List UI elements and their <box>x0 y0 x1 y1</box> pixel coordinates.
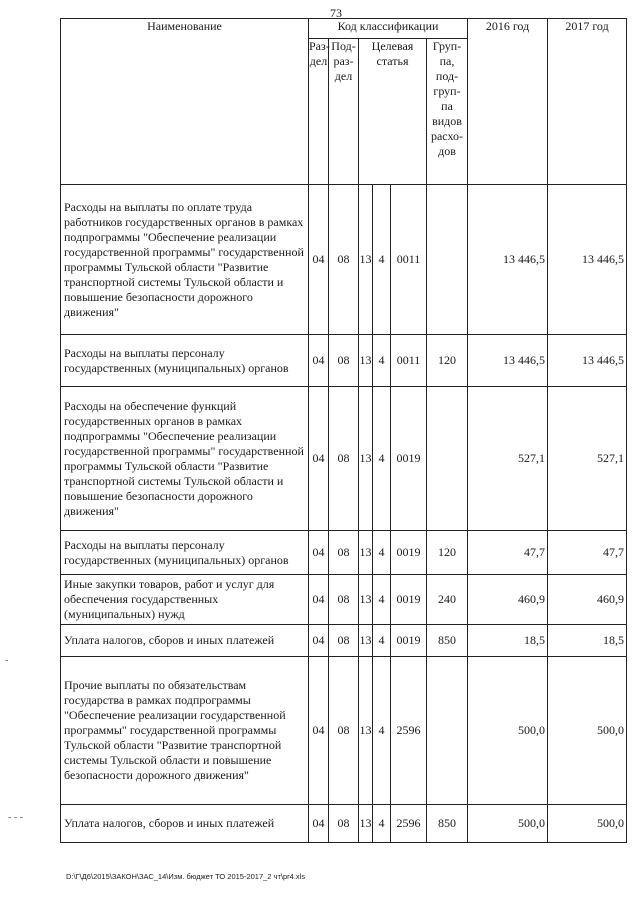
row-target-program: 13 <box>359 387 373 531</box>
row-amount-2016: 18,5 <box>468 625 548 657</box>
row-razdel: 04 <box>309 531 329 575</box>
row-target-program: 13 <box>359 335 373 387</box>
row-group: 240 <box>427 575 468 625</box>
row-target-subprogram: 4 <box>373 625 391 657</box>
header-year-2017: 2017 год <box>548 19 627 185</box>
header-razdel: Раз- дел <box>309 39 329 185</box>
row-target-subprogram: 4 <box>373 531 391 575</box>
row-name: Уплата налогов, сборов и иных платежей <box>61 805 309 843</box>
row-group <box>427 387 468 531</box>
row-target-subprogram: 4 <box>373 335 391 387</box>
row-amount-2017: 500,0 <box>548 657 627 805</box>
table-row <box>61 531 627 575</box>
row-podrazdel: 08 <box>329 805 359 843</box>
file-path-footer: D:\Г\Д6\2015\ЗАКОН\ЗАС_14\Изм. бюджет ТО 2015-2017_2 чт\pr4.xls <box>66 872 306 881</box>
row-amount-2017: 527,1 <box>548 387 627 531</box>
row-target-direction: 0019 <box>391 387 427 531</box>
row-group <box>427 657 468 805</box>
row-amount-2016: 47,7 <box>468 531 548 575</box>
row-podrazdel: 08 <box>329 387 359 531</box>
header-podrazdel: Под- раз- дел <box>329 39 359 185</box>
header-target: Целевая статья <box>359 39 427 185</box>
row-amount-2017: 460,9 <box>548 575 627 625</box>
row-amount-2017: 13 446,5 <box>548 185 627 335</box>
row-target-direction: 0019 <box>391 625 427 657</box>
row-name: Расходы на выплаты персоналу государственных (муниципальных) органов <box>61 531 309 575</box>
budget-table <box>60 18 627 843</box>
row-podrazdel: 08 <box>329 575 359 625</box>
row-name: Расходы на выплаты по оплате труда работников государственных органов в рамках подпрограммы "Обеспечение реализации государственной программы" государственной программы Тульской области "Развитие транспортной системы Тульской области и повышение безопасности дорожного движения" <box>61 185 309 335</box>
row-target-subprogram: 4 <box>373 575 391 625</box>
row-target-direction: 0011 <box>391 185 427 335</box>
row-podrazdel: 08 <box>329 335 359 387</box>
header-code: Код классификации <box>309 19 468 39</box>
row-razdel: 04 <box>309 575 329 625</box>
table-row <box>61 575 627 625</box>
row-target-program: 13 <box>359 625 373 657</box>
row-razdel: 04 <box>309 657 329 805</box>
row-target-subprogram: 4 <box>373 185 391 335</box>
row-group: 120 <box>427 335 468 387</box>
scan-mark: ‐ ‐ ‐ <box>8 812 23 823</box>
row-podrazdel: 08 <box>329 531 359 575</box>
row-razdel: 04 <box>309 805 329 843</box>
table-row <box>61 805 627 843</box>
row-amount-2017: 500,0 <box>548 805 627 843</box>
table-row <box>61 387 627 531</box>
row-group: 850 <box>427 625 468 657</box>
row-amount-2017: 13 446,5 <box>548 335 627 387</box>
row-amount-2016: 527,1 <box>468 387 548 531</box>
page-number: 73 <box>330 6 342 20</box>
row-amount-2016: 500,0 <box>468 805 548 843</box>
row-target-program: 13 <box>359 185 373 335</box>
row-group: 120 <box>427 531 468 575</box>
row-target-direction: 0019 <box>391 531 427 575</box>
row-target-program: 13 <box>359 657 373 805</box>
row-target-program: 13 <box>359 575 373 625</box>
header-group: Груп- па, под- груп- па видов расхо- дов <box>427 39 468 185</box>
row-razdel: 04 <box>309 185 329 335</box>
table-row <box>61 657 627 805</box>
row-name: Уплата налогов, сборов и иных платежей <box>61 625 309 657</box>
row-podrazdel: 08 <box>329 657 359 805</box>
header-name: Наименование <box>61 19 309 185</box>
row-amount-2016: 460,9 <box>468 575 548 625</box>
header-year-2016: 2016 год <box>468 19 548 185</box>
row-target-subprogram: 4 <box>373 387 391 531</box>
row-name: Прочие выплаты по обязательствам государства в рамках подпрограммы "Обеспечение реализации государственной программы" государственной программы Тульской области "Развитие транспортной системы Тульской области и повышение безопасности дорожного движения" <box>61 657 309 805</box>
row-amount-2017: 18,5 <box>548 625 627 657</box>
row-target-direction: 2596 <box>391 805 427 843</box>
row-name: Иные закупки товаров, работ и услуг для обеспечения государственных (муниципальных) нужд <box>61 575 309 625</box>
row-name: Расходы на обеспечение функций государственных органов в рамках подпрограммы "Обеспечение реализации государственной программы" государственной программы Тульской области "Развитие транспортной системы Тульской области и повышение безопасности дорожного движения" <box>61 387 309 531</box>
row-target-subprogram: 4 <box>373 805 391 843</box>
row-target-program: 13 <box>359 531 373 575</box>
row-target-direction: 0011 <box>391 335 427 387</box>
row-name: Расходы на выплаты персоналу государственных (муниципальных) органов <box>61 335 309 387</box>
row-amount-2016: 13 446,5 <box>468 185 548 335</box>
table-row <box>61 335 627 387</box>
row-razdel: 04 <box>309 335 329 387</box>
row-razdel: 04 <box>309 387 329 531</box>
row-target-subprogram: 4 <box>373 657 391 805</box>
row-podrazdel: 08 <box>329 185 359 335</box>
row-target-direction: 0019 <box>391 575 427 625</box>
table-row <box>61 625 627 657</box>
table-row <box>61 185 627 335</box>
scan-mark: ‐ <box>5 655 9 666</box>
row-amount-2016: 500,0 <box>468 657 548 805</box>
row-amount-2016: 13 446,5 <box>468 335 548 387</box>
row-razdel: 04 <box>309 625 329 657</box>
row-amount-2017: 47,7 <box>548 531 627 575</box>
row-group: 850 <box>427 805 468 843</box>
row-target-direction: 2596 <box>391 657 427 805</box>
row-group <box>427 185 468 335</box>
row-target-program: 13 <box>359 805 373 843</box>
row-podrazdel: 08 <box>329 625 359 657</box>
